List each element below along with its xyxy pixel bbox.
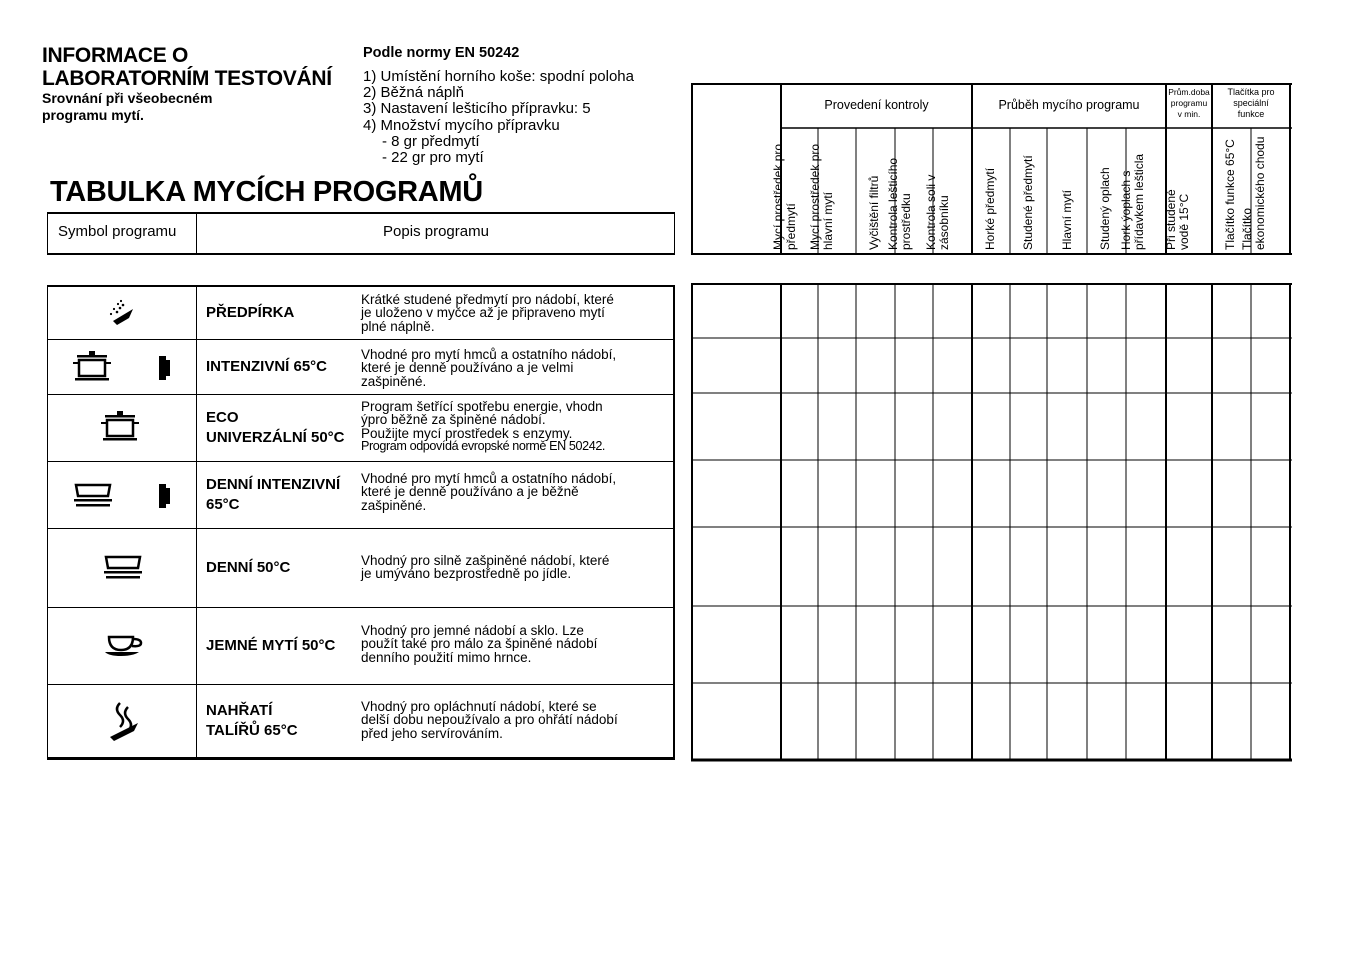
- plates-icon: [72, 482, 114, 510]
- prewash-spray-icon: [108, 299, 140, 327]
- table-row: [48, 608, 673, 685]
- program-name-line2: TALÍŘŮ 65°C: [206, 722, 298, 739]
- pot-icon: [72, 350, 112, 384]
- column-label-line: Při studené: [1164, 189, 1178, 250]
- heat-plate-icon: [106, 701, 142, 743]
- intensive-function-icon: [158, 482, 172, 510]
- norm-item: 3) Nastavení lešticího přípravku: 5: [363, 100, 591, 118]
- program-name: [198, 685, 356, 757]
- column-label-line: Hork ýoplach s: [1119, 170, 1133, 250]
- column-label-line: Hlavní mytí: [1060, 189, 1074, 250]
- desc-line: Vhodný pro silně zašpiněné nádobí, které: [361, 553, 610, 568]
- column-label-line: Studený oplach: [1098, 167, 1112, 250]
- group-progress-label: Průběh mycího programu: [998, 98, 1140, 112]
- program-description: [361, 624, 634, 664]
- program-description: [361, 293, 634, 333]
- table-row: [48, 462, 673, 529]
- desc-line: které je denně používáno a je velmi: [361, 360, 574, 376]
- desc-line: Program odpovídá evropské normě EN 50242.: [361, 438, 606, 453]
- column-label-line: Horké předmytí: [983, 167, 997, 250]
- program-name-line1: NAHŘATÍ: [206, 702, 273, 719]
- column-label-line: přídavkem lešticla: [1132, 153, 1146, 250]
- column-label-line: Mycí prostředek pro: [808, 143, 822, 250]
- program-name-line1: ECO: [206, 409, 239, 426]
- desc-line: Vhodný pro opláchnutí nádobí, které se: [361, 699, 597, 714]
- lab-info-title: [42, 44, 332, 90]
- program-description: [361, 472, 634, 512]
- desc-line: je uloženo v myčce až je připraveno mytí: [361, 305, 605, 321]
- lab-info-title-line2: LABORATORNÍM TESTOVÁNÍ: [42, 67, 332, 90]
- column-label: [1120, 154, 1146, 250]
- program-description: [361, 554, 634, 581]
- cup-icon: [103, 632, 147, 658]
- column-label: [1224, 139, 1237, 250]
- header-description: Popis programu: [383, 223, 489, 240]
- header-symbol: Symbol programu: [48, 214, 197, 253]
- desc-line: plné náplně.: [361, 318, 435, 334]
- column-label: [1022, 155, 1035, 250]
- column-label-line: Studené předmytí: [1021, 155, 1035, 250]
- lab-info-title-line1: INFORMACE O: [42, 44, 189, 67]
- column-label-line: Kontrola soli v: [924, 174, 938, 250]
- program-name: [198, 395, 356, 461]
- column-label-line: předmytí: [784, 203, 798, 250]
- program-name-line1: JEMNÉ MYTÍ 50°C: [206, 637, 336, 654]
- desc-line: Vhodné pro mytí hmců a ostatního nádobí,: [361, 471, 617, 486]
- column-label-line: prostředku: [899, 193, 913, 250]
- norm-item: - 8 gr předmytí: [382, 132, 480, 150]
- avg-time-line: Prům.doba: [1168, 87, 1210, 97]
- special-functions-line: speciální: [1233, 98, 1269, 108]
- table-row: [48, 287, 673, 340]
- norm-item: 2) Běžná náplň: [363, 84, 464, 102]
- desc-line: Vhodné pro mytí hmců a ostatního nádobí,: [361, 347, 617, 362]
- desc-line: delší dobu nepoužívalo a pro ohřátí nádobí: [361, 712, 618, 728]
- symbol-cell: [48, 608, 197, 684]
- desc-line: před jeho servírováním.: [361, 725, 503, 741]
- column-labels: [691, 82, 1292, 250]
- intensive-function-icon: [158, 354, 172, 382]
- lab-info-subtitle-line2: programu mytí.: [42, 107, 144, 123]
- norm-item: 4) Množství mycího přípravku: [363, 116, 560, 134]
- avg-time-line: programu: [1170, 98, 1208, 108]
- desc-line: denního použití mimo hrnce.: [361, 649, 532, 665]
- column-label: [868, 176, 881, 250]
- lab-info-subtitle: [42, 90, 302, 124]
- column-label-line: hlavní mytí: [821, 191, 835, 250]
- desc-line: zašpiněné.: [361, 373, 427, 389]
- program-name-line1: INTENZIVNÍ 65°C: [206, 358, 328, 375]
- desc-line: použít také pro málo za špiněné nádobí: [361, 636, 598, 652]
- program-name-line1: PŘEDPÍRKA: [206, 304, 295, 321]
- check-grid: [691, 82, 1292, 762]
- symbol-cell: [48, 462, 197, 528]
- symbol-cell: [48, 287, 197, 339]
- symbol-cell: [48, 685, 197, 757]
- program-name-line2: UNIVERZÁLNÍ 50°C: [206, 429, 345, 446]
- program-table-header: [47, 212, 675, 255]
- table-row: [48, 529, 673, 608]
- program-name-line1: DENNÍ INTENZIVNÍ: [206, 476, 341, 493]
- column-label-line: Vyčištění filtrů: [867, 175, 881, 250]
- special-functions-line: Tlačítka pro: [1227, 87, 1275, 97]
- program-name: [198, 608, 356, 684]
- desc-line: zašpiněné.: [361, 497, 427, 513]
- avg-time-line: v min.: [1177, 109, 1201, 119]
- column-label: [887, 158, 913, 250]
- column-label-line: Kontrola lešticího: [886, 157, 900, 250]
- plates-icon: [102, 554, 144, 582]
- pot-icon: [100, 410, 140, 444]
- program-name: [198, 287, 356, 339]
- symbol-cell: [48, 395, 197, 461]
- column-label-line: ekonomického chodu: [1253, 136, 1267, 250]
- desc-line: Použijte mycí prostředek s enzymy.: [361, 425, 573, 441]
- page-title: TABULKA MYCÍCH PROGRAMŮ: [50, 176, 483, 208]
- column-label-line: Tlačítko funkce 65°C: [1223, 139, 1237, 250]
- program-name: [198, 462, 356, 528]
- table-row: [48, 685, 673, 757]
- program-name-line2: 65°C: [206, 496, 240, 513]
- special-functions-line: funkce: [1237, 109, 1265, 119]
- norm-item: 1) Umístění horního koše: spodní poloha: [363, 68, 634, 85]
- column-label-line: Mycí prostředek pro: [771, 143, 785, 250]
- group-control-label: Provedení kontroly: [824, 98, 929, 112]
- desc-line: ýpro běžně za špiněné nádobí.: [361, 412, 546, 428]
- column-label: [1061, 190, 1074, 250]
- desc-line: Program šetřící spotřebu energie, vhodn: [361, 399, 603, 414]
- column-label: [772, 144, 798, 250]
- column-label-line: vodě 15°C: [1177, 193, 1191, 250]
- lab-info-subtitle-line1: Srovnání při všeobecném: [42, 90, 213, 106]
- column-label-line: zásobníku: [937, 195, 951, 250]
- norm-list: [363, 69, 634, 166]
- program-name: [198, 529, 356, 607]
- column-label: [1241, 137, 1267, 250]
- norm-item: - 22 gr pro mytí: [382, 149, 484, 167]
- program-name-line1: DENNÍ 50°C: [206, 559, 291, 576]
- symbol-cell: [48, 529, 197, 607]
- column-label: [984, 168, 997, 250]
- table-row: [48, 395, 673, 462]
- program-description: [361, 348, 634, 388]
- table-row: [48, 340, 673, 395]
- desc-line: je umýváno bezprostředně po jídle.: [361, 566, 572, 582]
- column-label: [925, 175, 951, 250]
- program-name: [198, 340, 356, 394]
- norm-heading: Podle normy EN 50242: [363, 45, 520, 61]
- column-label: [809, 144, 835, 250]
- program-description: [361, 700, 634, 740]
- desc-line: Vhodný pro jemné nádobí a sklo. Lze: [361, 623, 584, 638]
- column-label: [1165, 189, 1191, 250]
- column-label-line: Tlačítko: [1240, 207, 1254, 250]
- desc-line: Krátké studené předmytí pro nádobí, které: [361, 292, 614, 307]
- column-label: [1099, 167, 1112, 250]
- program-table: [47, 285, 675, 760]
- symbol-cell: [48, 340, 197, 394]
- desc-line: které je denně používáno a je běžně: [361, 484, 579, 500]
- program-description: [361, 400, 634, 453]
